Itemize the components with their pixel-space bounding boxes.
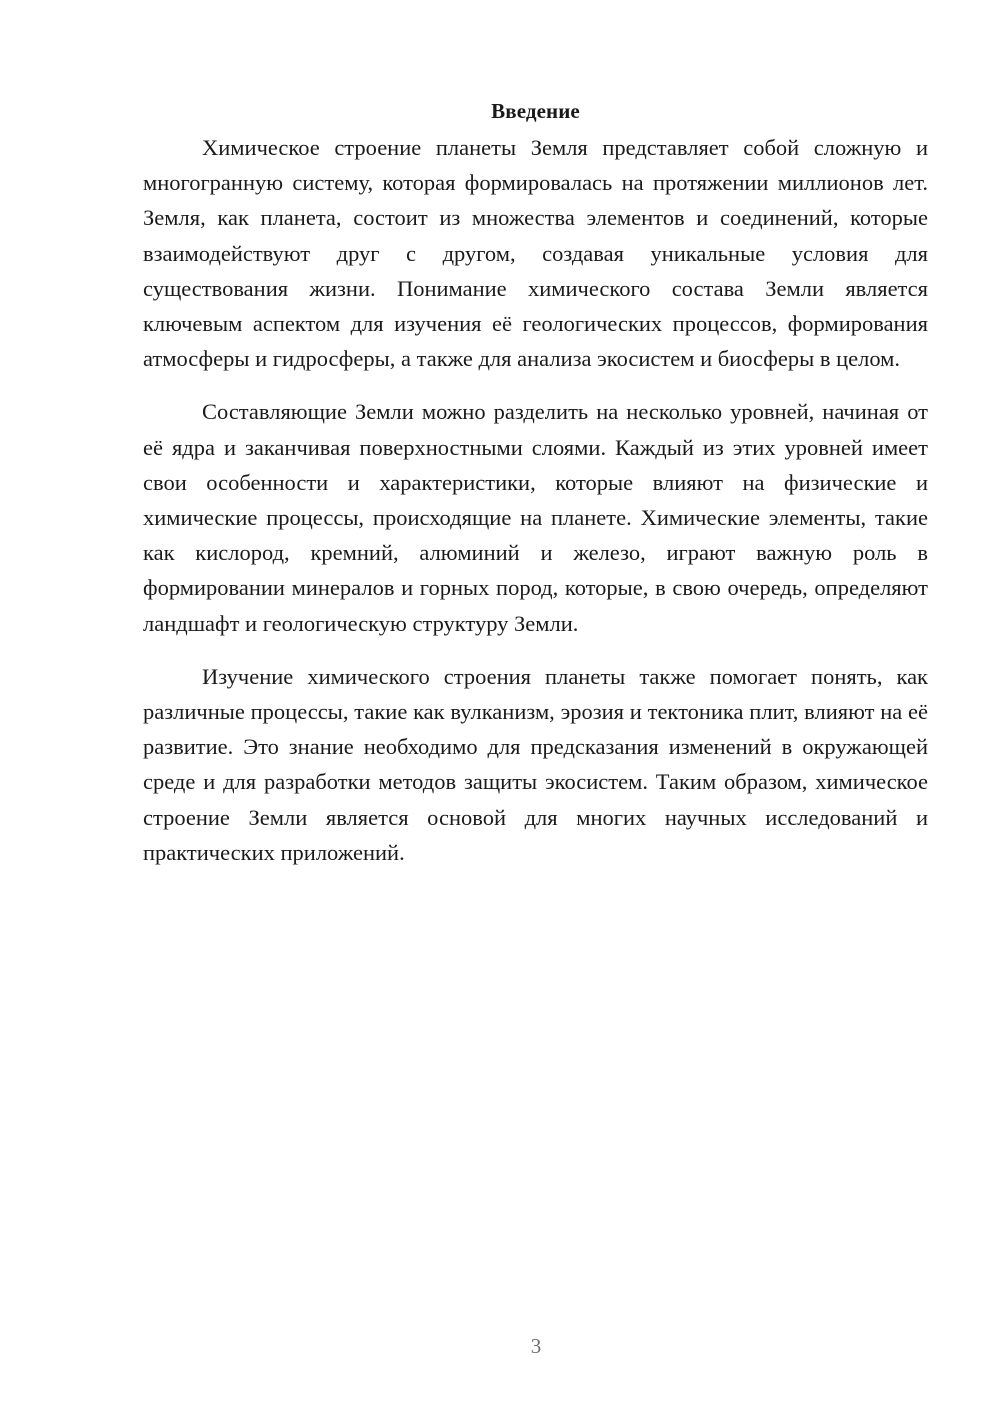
paragraph-1: Химическое строение планеты Земля представляет собой сложную и многогранную систему, которая формировалась на протяжении миллионов лет. Земля, как планета, состоит из множества элементов и соединений, которые взаимодействуют друг с другом, создавая уникальные условия для существования жизни. Понимание химического состава Земли является ключевым аспектом для изучения её геологических процессов, формирования атмосферы и гидросферы, а также для анализа экосистем и биосферы в целом. (143, 135, 928, 372)
paragraph-2: Составляющие Земли можно разделить на несколько уровней, начиная от её ядра и заканчивая поверхностными слоями. Каждый из этих уровней имеет свои особенности и характеристики, которые влияют на физические и химические процессы, происходящие на планете. Химические элементы, такие как кислород, кремний, алюминий и железо, играют важную роль в формировании минералов и горных пород, которые, в свою очередь, определяют ландшафт и геологическую структуру Земли. (143, 399, 928, 636)
document-body (143, 96, 928, 870)
paragraph-3: Изучение химического строения планеты также помогает понять, как различные процессы, такие как вулканизм, эрозия и тектоника плит, влияют на её развитие. Это знание необходимо для предсказания изменений в окружающей среде и для разработки методов защиты экосистем. Таким образом, химическое строение Земли является основой для многих научных исследований и практических приложений. (143, 663, 928, 865)
section-heading: Введение (491, 99, 580, 123)
page-number: 3 (530, 1334, 542, 1358)
